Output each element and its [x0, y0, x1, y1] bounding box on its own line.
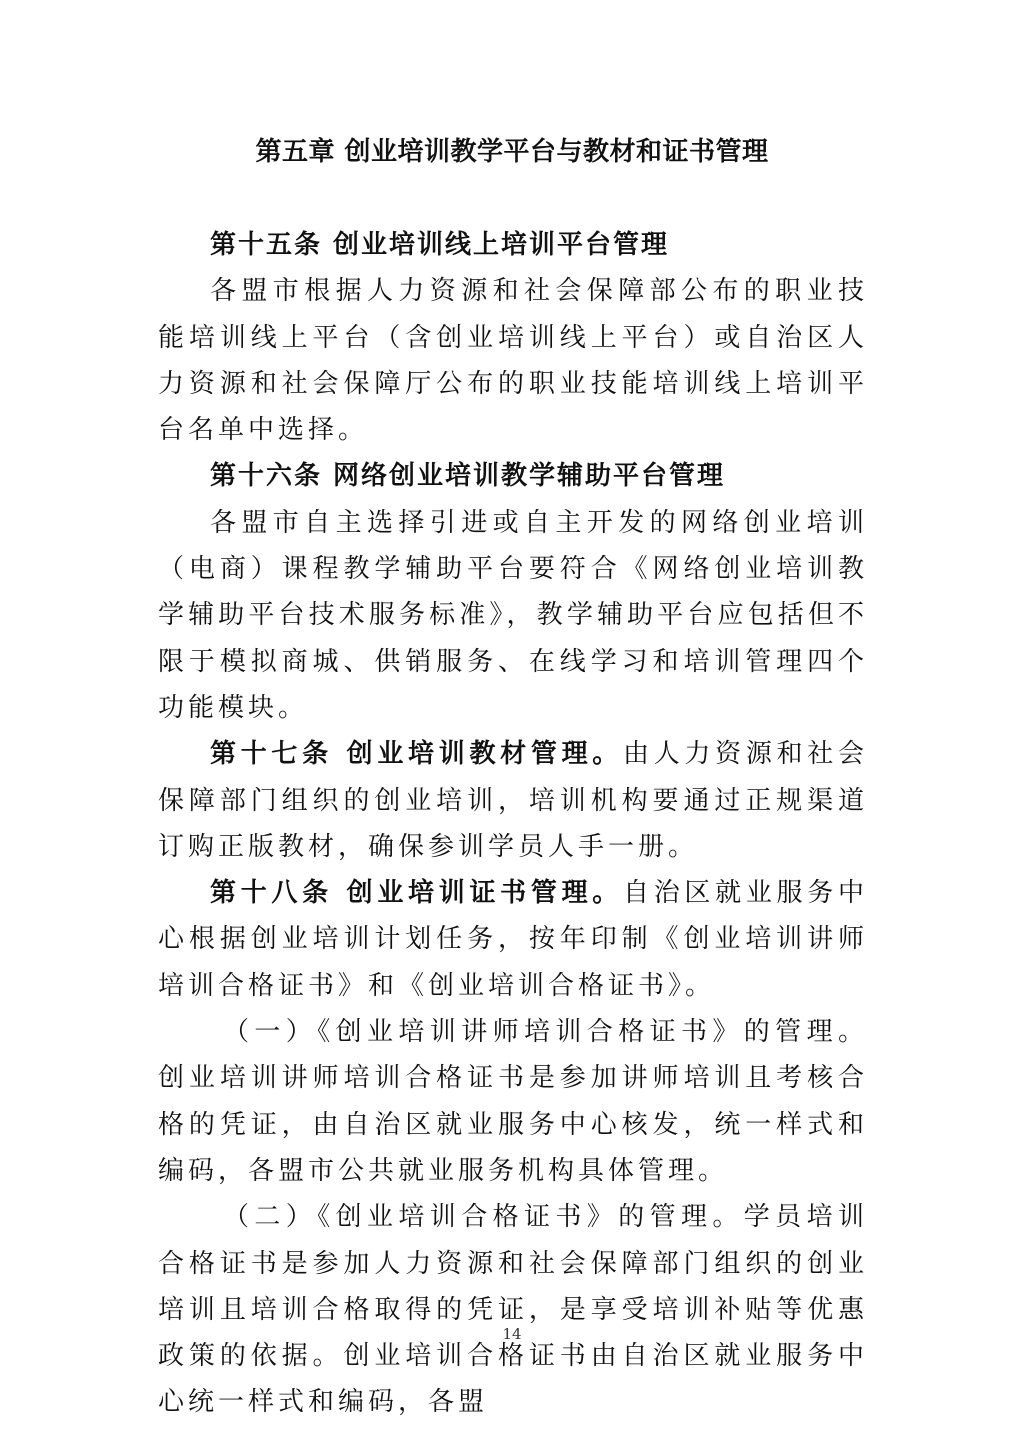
document-body [158, 222, 868, 1426]
article-18-item-2: （二）《创业培训合格证书》的管理。学员培训合格证书是参加人力资源和社会保障部门组织的创业培训且培训合格取得的凭证，是享受培训补贴等优惠政策的依据。创业培训合格证书由自治区就业服务中心统一样式和编码，各盟 [158, 1202, 868, 1418]
article-17-lead: 第十七条 创业培训教材管理。 [210, 739, 623, 770]
article-18-body: 自治区就业服务中心根据创业培训计划任务，按年印制《创业培训讲师培训合格证书》和《创业培训合格证书》。 [158, 878, 868, 1001]
article-16-body: 各盟市自主选择引进或自主开发的网络创业培训（电商）课程教学辅助平台要符合《网络创业培训教学辅助平台技术服务标准》，教学辅助平台应包括但不限于模拟商城、供销服务、在线学习和培训管理四个功能模块。 [158, 507, 868, 723]
article-18-lead: 第十八条 创业培训证书管理。 [210, 878, 623, 909]
article-16-heading: 第十六条 网络创业培训教学辅助平台管理 [210, 461, 726, 492]
article-17-body: 由人力资源和社会保障部门组织的创业培训，培训机构要通过正规渠道订购正版教材，确保参训学员人手一册。 [158, 739, 868, 862]
article-17-paragraph [158, 731, 868, 870]
chapter-title: 第五章 创业培训教学平台与教材和证书管理 [255, 137, 769, 167]
article-15-body: 各盟市根据人力资源和社会保障部公布的职业技能培训线上平台（含创业培训线上平台）或自治区人力资源和社会保障厅公布的职业技能培训线上培训平台名单中选择。 [158, 276, 868, 446]
article-18-paragraph [158, 870, 868, 1009]
article-18-item-1: （一）《创业培训讲师培训合格证书》的管理。创业培训讲师培训合格证书是参加讲师培训且考核合格的凭证，由自治区就业服务中心核发，统一样式和编码，各盟市公共就业服务机构具体管理。 [158, 1017, 868, 1186]
page-number: 14 [502, 1325, 522, 1343]
article-15-heading: 第十五条 创业培训线上培训平台管理 [210, 230, 670, 260]
